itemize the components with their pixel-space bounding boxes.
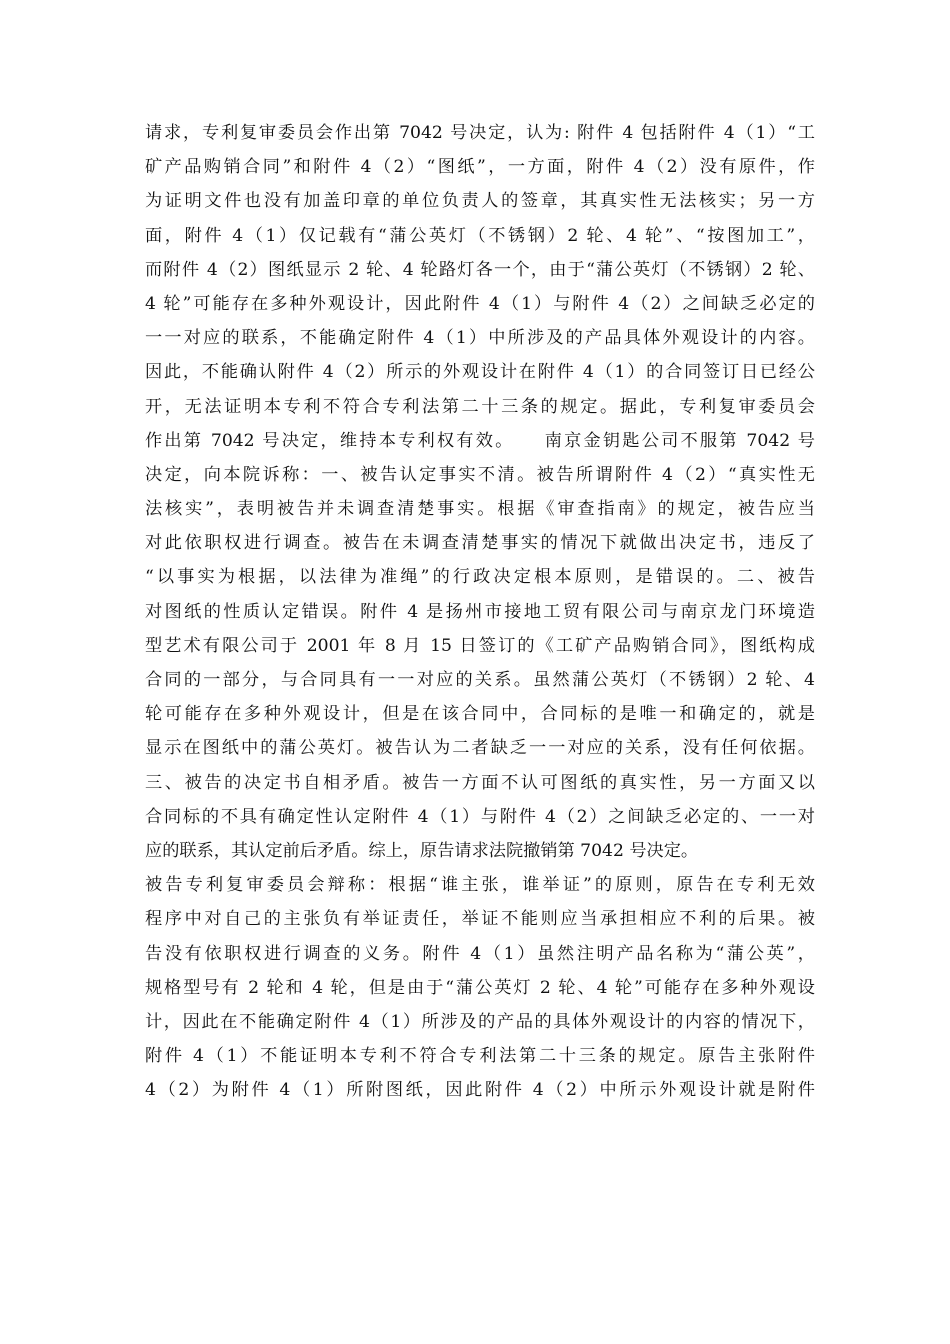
text-line: 因此，不能确认附件 4（2）所示的外观设计在附件 4（1）的合同签订日已经公: [145, 362, 815, 383]
text-line: 程序中对自己的主张负有举证责任，举证不能则应当承担相应不利的后果。被: [145, 909, 815, 930]
text-line: 轮可能存在多种外观设计，但是在该合同中，合同标的是唯一和确定的，就是: [145, 704, 815, 725]
text-line: 附件 4（1）不能证明本专利不符合专利法第二十三条的规定。原告主张附件: [145, 1046, 815, 1067]
text-line: 4（2）为附件 4（1）所附图纸，因此附件 4（2）中所示外观设计就是附件: [145, 1080, 815, 1101]
text-line: 显示在图纸中的蒲公英灯。被告认为二者缺乏一一对应的关系，没有任何依据。: [145, 738, 815, 759]
text-line: 矿产品购销合同”和附件 4（2）“图纸”，一方面，附件 4（2）没有原件，作: [145, 157, 815, 178]
text-line: 规格型号有 2 轮和 4 轮，但是由于“蒲公英灯 2 轮、4 轮”可能存在多种外观设: [145, 977, 815, 998]
text-line: “以事实为根据，以法律为准绳”的行政决定根本原则，是错误的。二、被告: [145, 567, 815, 588]
text-line: 告没有依职权进行调查的义务。附件 4（1）虽然注明产品名称为“蒲公英”，: [145, 943, 815, 964]
body-text: [145, 116, 815, 1107]
text-line: 被告专利复审委员会辩称：根据“谁主张，谁举证”的原则，原告在专利无效: [145, 875, 815, 896]
text-line: 对图纸的性质认定错误。附件 4 是扬州市接地工贸有限公司与南京龙门环境造: [145, 601, 815, 622]
text-line: 而附件 4（2）图纸显示 2 轮、4 轮路灯各一个，由于“蒲公英灯（不锈钢）2 轮、: [145, 259, 815, 280]
text-line: 对此依职权进行调查。被告在未调查清楚事实的情况下就做出决定书，违反了: [145, 533, 815, 554]
text-line: 合同的一部分，与合同具有一一对应的关系。虽然蒲公英灯（不锈钢）2 轮、4: [145, 670, 815, 690]
text-line: 三、被告的决定书自相矛盾。被告一方面不认可图纸的真实性，另一方面又以: [145, 772, 815, 793]
text-line: 型艺术有限公司于 2001 年 8 月 15 日签订的《工矿产品购销合同》，图纸构成: [145, 635, 815, 656]
text-line: 决定，向本院诉称：一、被告认定事实不清。被告所谓附件 4（2）“真实性无: [145, 464, 815, 485]
text-line: 为证明文件也没有加盖印章的单位负责人的签章，其真实性无法核实；另一方: [145, 191, 815, 212]
text-line: 法核实”，表明被告并未调查清楚事实。根据《审查指南》的规定，被告应当: [145, 499, 815, 520]
text-line: 一一对应的联系，不能确定附件 4（1）中所涉及的产品具体外观设计的内容。: [145, 328, 815, 349]
text-line: 面，附件 4（1）仅记载有“蒲公英灯（不锈钢）2 轮、4 轮”、“按图加工”，: [145, 225, 815, 246]
text-line: 计，因此在不能确定附件 4（1）所涉及的产品的具体外观设计的内容的情况下，: [145, 1011, 815, 1032]
text-line: 应的联系，其认定前后矛盾。综上，原告请求法院撤销第 7042 号决定。: [145, 840, 699, 861]
text-line: 合同标的不具有确定性认定附件 4（1）与附件 4（2）之间缺乏必定的、一一对: [145, 806, 815, 827]
text-line: 开，无法证明本专利不符合专利法第二十三条的规定。据此，专利复审委员会: [145, 396, 815, 417]
text-line: 4 轮”可能存在多种外观设计，因此附件 4（1）与附件 4（2）之间缺乏必定的: [145, 293, 815, 314]
text-line: 请求，专利复审委员会作出第 7042 号决定，认为: 附件 4 包括附件 4（1）“工: [145, 123, 815, 143]
text-line: 作出第 7042 号决定，维持本专利权有效。 南京金钥匙公司不服第 7042 号: [145, 430, 815, 451]
